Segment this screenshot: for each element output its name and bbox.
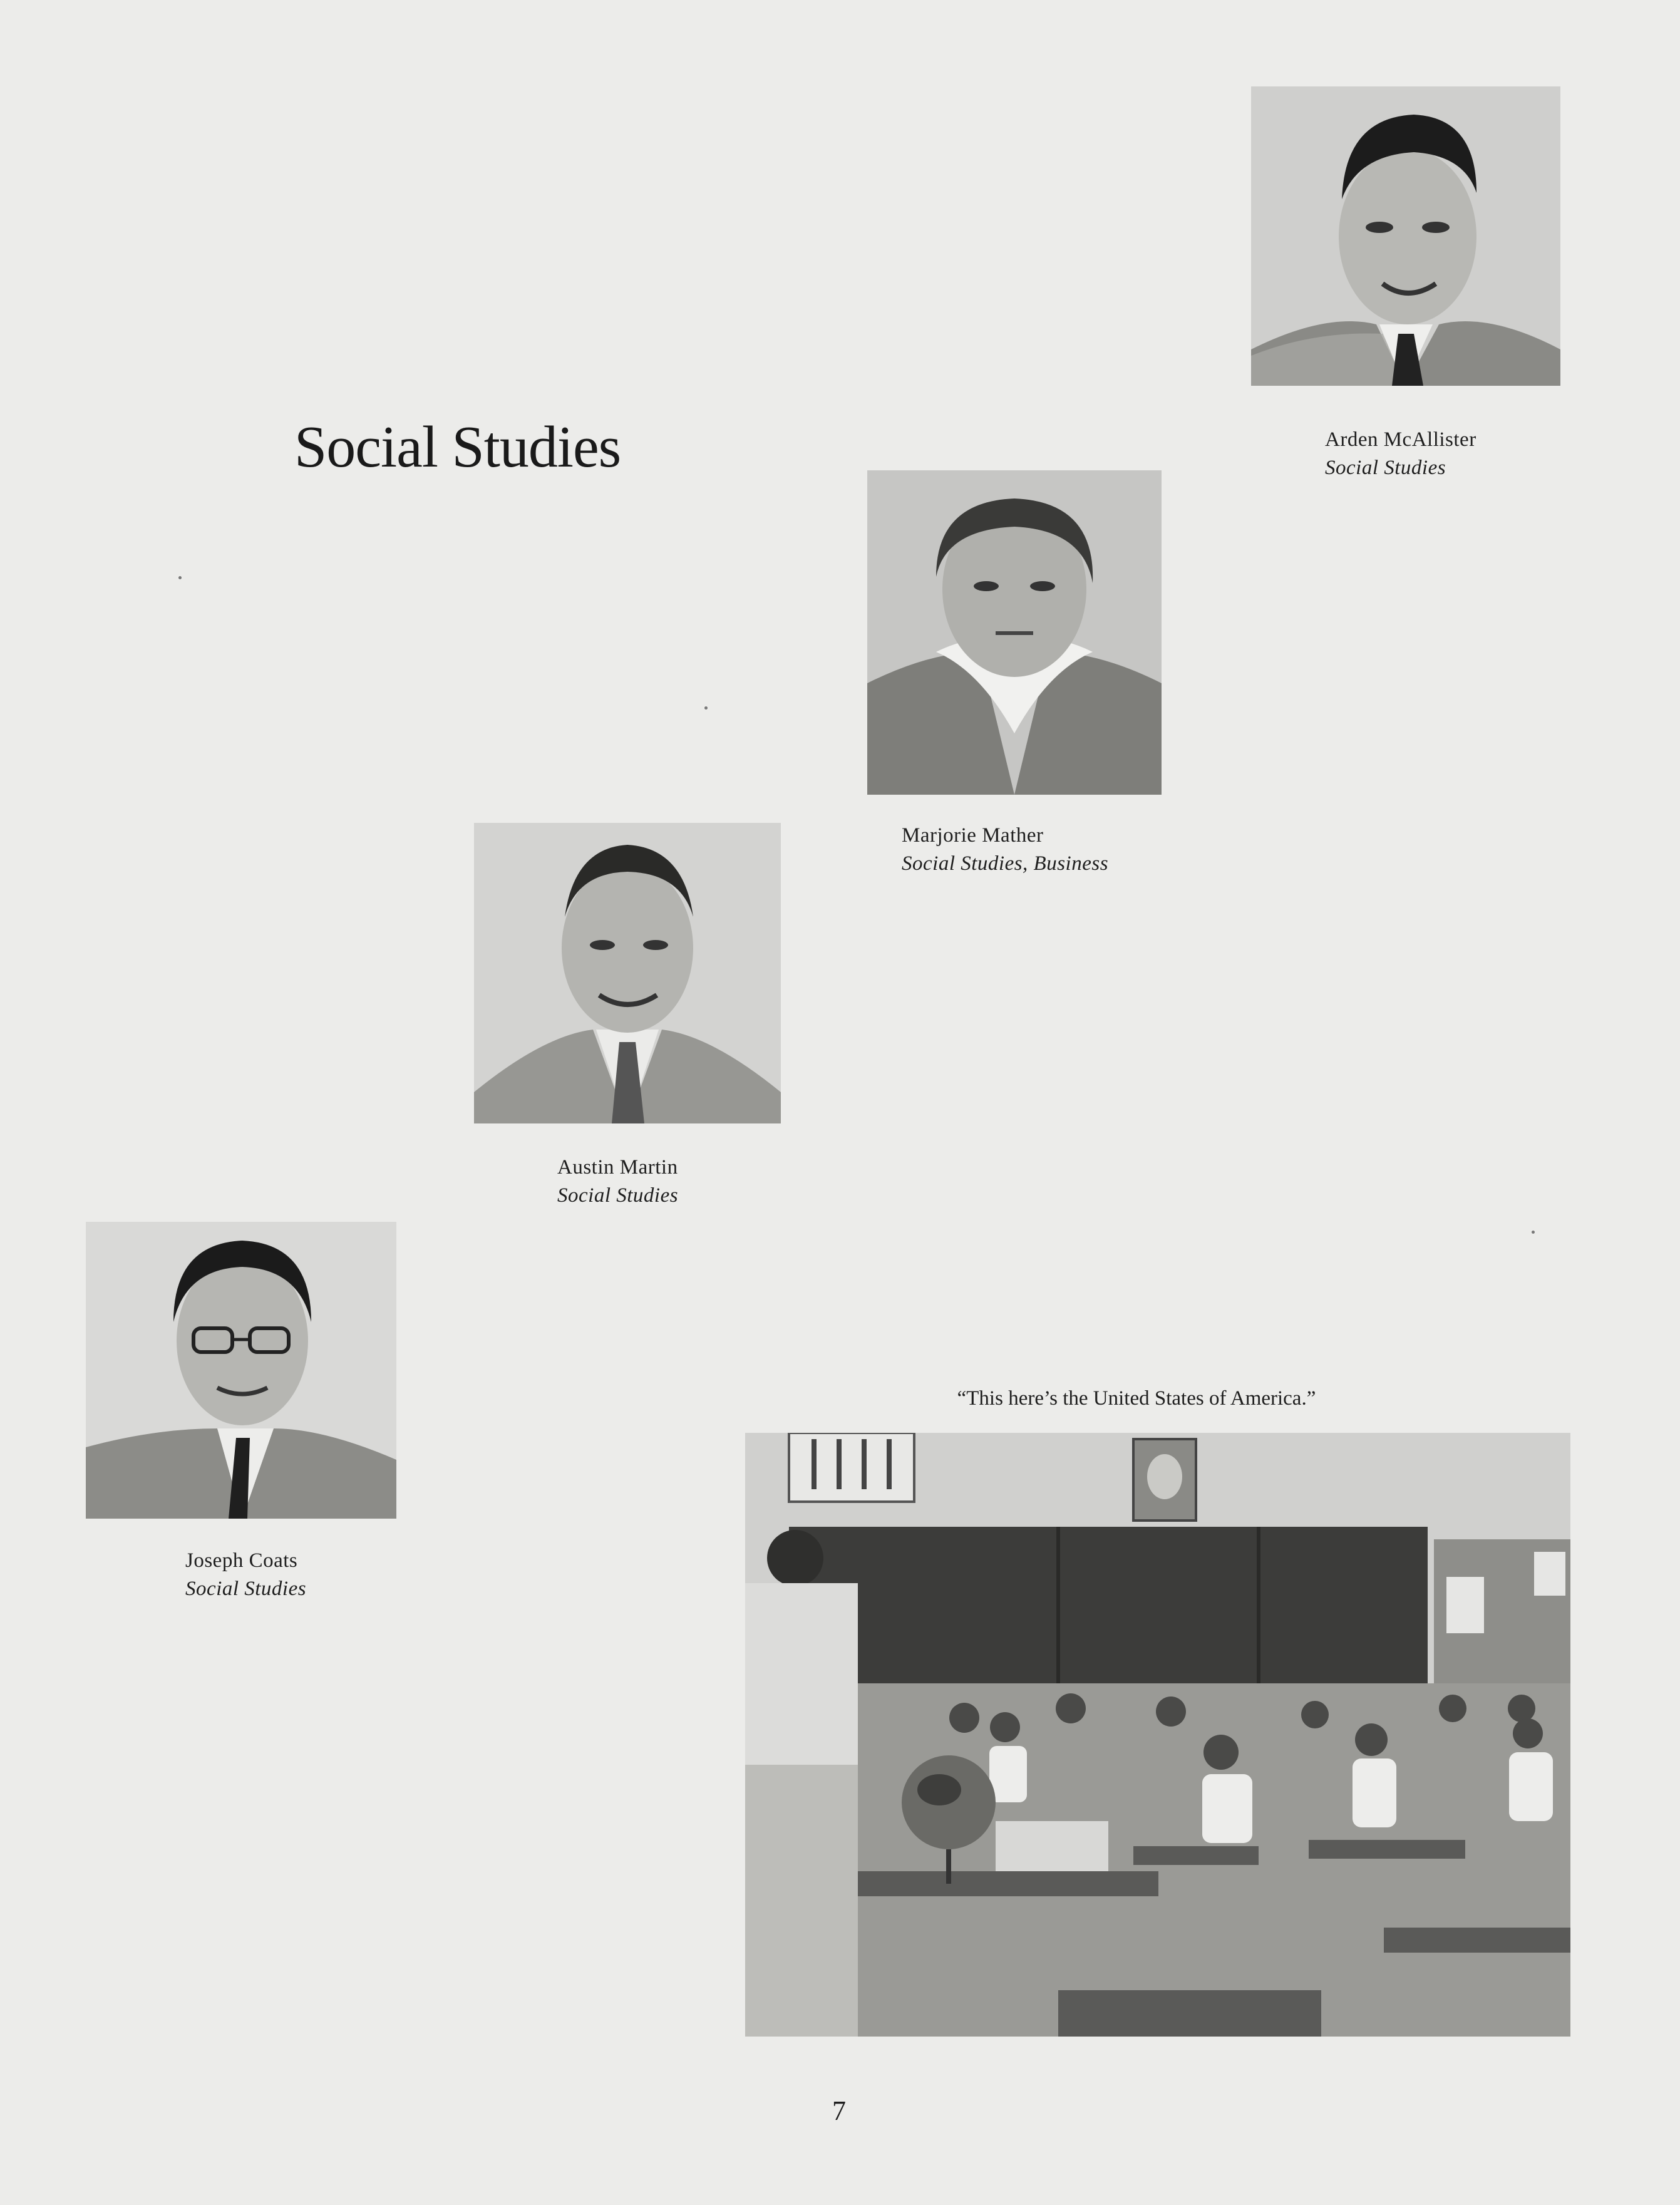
- faculty-name: Austin Martin: [557, 1156, 678, 1179]
- portrait-photo-mather: [867, 470, 1162, 795]
- portrait-photo-coats: [86, 1222, 396, 1519]
- faculty-department: Social Studies: [557, 1184, 679, 1207]
- paper-speck: [704, 706, 708, 710]
- faculty-name: Arden McAllister: [1325, 428, 1476, 451]
- faculty-department: Social Studies: [185, 1578, 307, 1600]
- faculty-department: Social Studies, Business: [902, 852, 1109, 875]
- page-number: 7: [832, 2095, 846, 2126]
- portrait-photo-mcallister: [1251, 86, 1560, 386]
- faculty-department: Social Studies: [1325, 457, 1446, 479]
- portrait-photo-martin: [474, 823, 781, 1123]
- classroom-photo-caption: “This here’s the United States of America.”: [957, 1387, 1316, 1410]
- faculty-caption-coats: [185, 1547, 306, 1603]
- paper-speck: [1532, 1231, 1535, 1234]
- classroom-photo: [745, 1433, 1570, 2037]
- page-title: Social Studies: [294, 415, 621, 480]
- faculty-name: Marjorie Mather: [902, 824, 1044, 847]
- faculty-name: Joseph Coats: [185, 1549, 298, 1572]
- faculty-caption-martin: [557, 1154, 678, 1210]
- faculty-caption-mcallister: [1325, 426, 1476, 482]
- faculty-caption-mather: [902, 822, 1108, 878]
- paper-speck: [178, 576, 182, 579]
